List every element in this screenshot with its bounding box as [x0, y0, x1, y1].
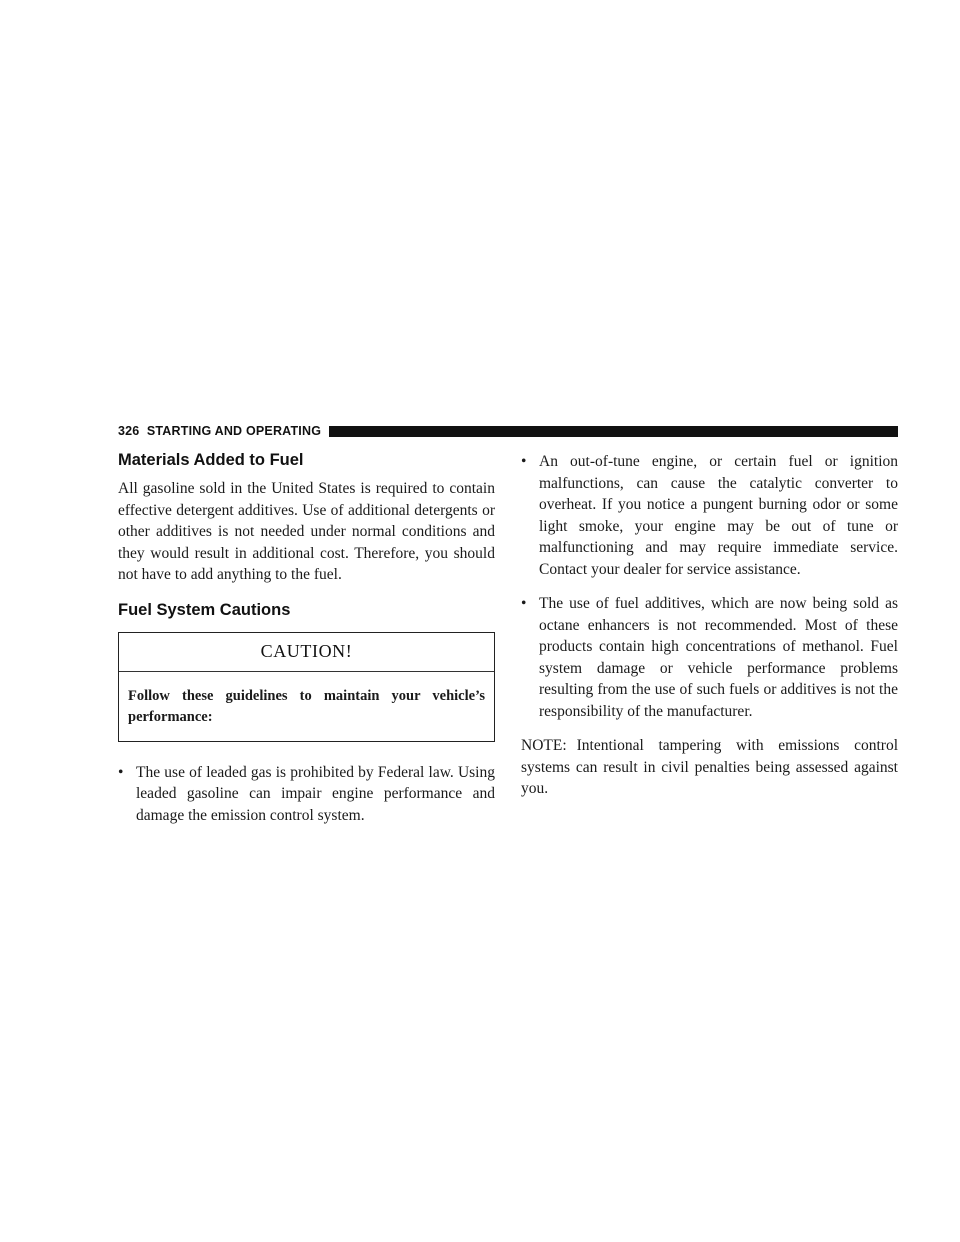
list-item: [118, 762, 495, 827]
note-text: Intentional tampering with emissions control systems can result in civil penalties being assessed against you.: [521, 737, 898, 797]
header-text: [118, 424, 321, 438]
page-number: 326: [118, 424, 140, 438]
left-column: [118, 451, 495, 839]
caution-body: Follow these guidelines to maintain your vehicle’s performance:: [128, 687, 485, 725]
list-item-text: The use of leaded gas is prohibited by Federal law. Using leaded gasoline can impair engine performance and damage the emission control system.: [136, 763, 495, 824]
section-title: STARTING AND OPERATING: [146, 424, 322, 438]
caution-box: [118, 632, 495, 742]
heading-materials-added: Materials Added to Fuel: [118, 451, 304, 469]
bullet-icon: •: [521, 595, 527, 612]
list-item: [521, 451, 898, 580]
header-rule: [329, 426, 898, 437]
page-header: [118, 424, 898, 438]
left-bullet-list: [118, 762, 495, 827]
caution-title: CAUTION!: [260, 640, 353, 661]
list-item-text: The use of fuel additives, which are now being sold as octane enhancers is not recommended. Most of these products contain high concentrations of methanol. Fuel system damage or vehicle performance problems resulting from the use of such fuels or additives is not the responsibility of the manufacturer.: [539, 595, 898, 720]
list-item: [521, 593, 898, 722]
caution-divider: [119, 671, 494, 672]
heading-fuel-system-cautions: Fuel System Cautions: [118, 600, 291, 619]
bullet-icon: •: [118, 763, 124, 781]
bullet-icon: •: [521, 453, 527, 470]
note-label: NOTE:: [521, 737, 567, 754]
paragraph-detergents: All gasoline sold in the United States is required to contain effective detergent additives. Use of additional detergents or other additives is not needed under normal conditions and they would result in additional cost. Therefore, you should not have to add anything to the fuel.: [118, 480, 495, 583]
note-paragraph: [521, 735, 898, 800]
right-bullet-list: [521, 451, 898, 722]
list-item-text: An out-of-tune engine, or certain fuel or ignition malfunctions, can cause the catalytic converter to overheat. If you notice a pungent burning odor or some light smoke, your engine may be out of tune or malfunctioning and may require immediate service. Contact your dealer for service assistance.: [539, 453, 898, 578]
right-column: [521, 451, 898, 800]
